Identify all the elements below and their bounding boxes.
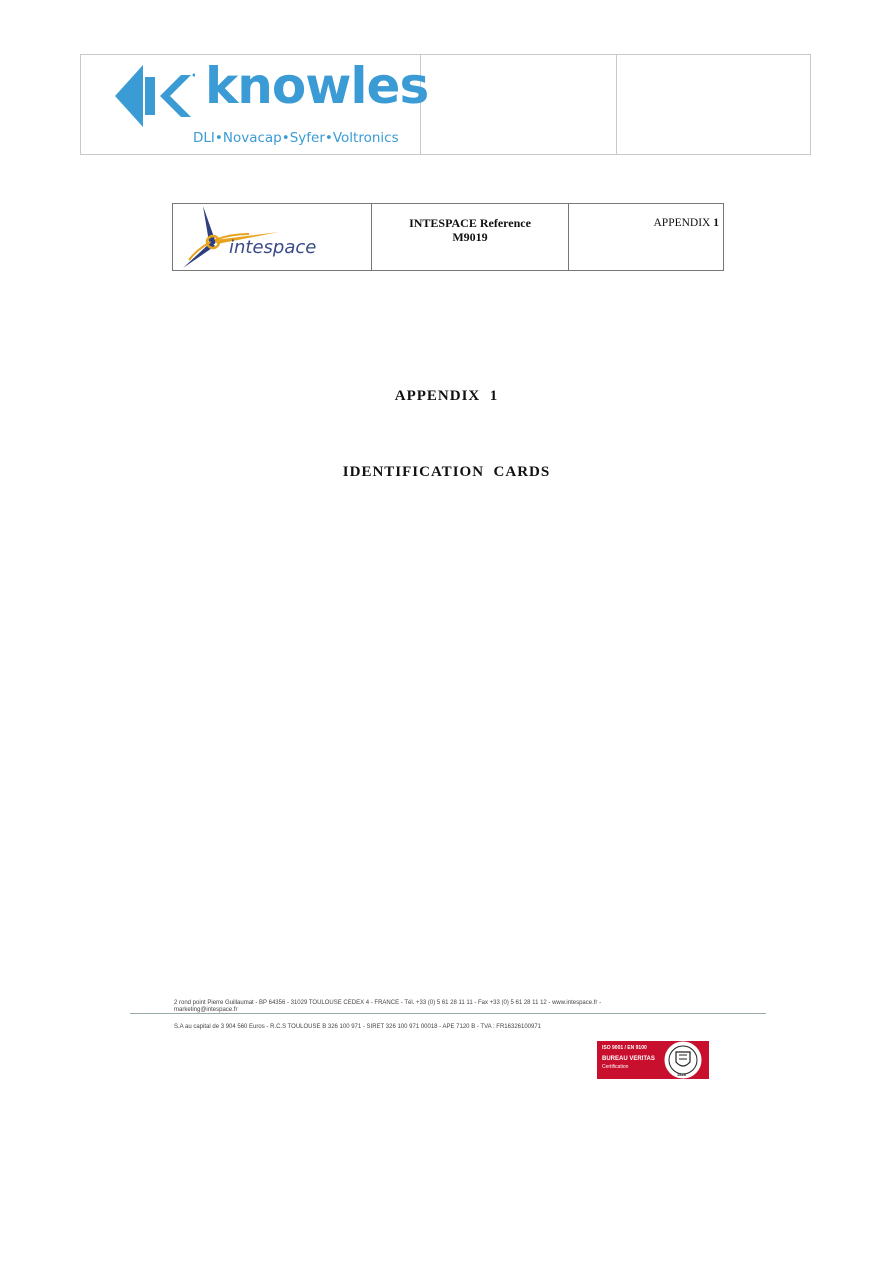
footer-email: marketing@intespace.fr <box>174 1007 238 1013</box>
appendix-header-number: 1 <box>713 217 719 229</box>
footer-address: 2 rond point Pierre Guillaumat - BP 64356 - 31029 TOULOUSE CEDEX 4 - FRANCE - Tél. +33 (0) 5 61 28 11 11 - Fax +33 (0) 5 61 28 11 12 - www.intespace.fr - <box>174 1000 602 1006</box>
bv-standard: ISO 9001 / EN 9100 <box>602 1045 647 1051</box>
appendix-header-word: APPENDIX <box>653 217 711 229</box>
knowles-header-table <box>80 54 811 155</box>
knowles-chevron-icon <box>115 65 195 127</box>
intespace-reference-cell <box>372 204 569 270</box>
knowles-tagline: DLI•Novacap•Syfer•Voltronics <box>193 130 399 146</box>
page-subtitle: IDENTIFICATION CARDS <box>342 464 551 480</box>
bv-type: Certification <box>602 1064 629 1070</box>
bureau-veritas-badge <box>597 1041 709 1079</box>
intespace-appendix-cell <box>569 204 723 270</box>
knowles-logo-cell <box>81 55 429 154</box>
intespace-reference <box>372 216 568 244</box>
bv-body: BUREAU VERITAS <box>602 1056 655 1062</box>
page-title: APPENDIX 1 <box>394 388 499 404</box>
bv-year: 1828 <box>677 1072 686 1077</box>
intespace-logo-word: intespace <box>229 237 317 258</box>
footer-company: S.A au capital de 3 904 560 Euros - R.C.S TOULOUSE B 326 100 971 - SIRET 326 100 971 00018 - APE 7120 B - TVA : FR16326100971 <box>174 1024 542 1030</box>
knowles-header-empty-cell-2 <box>617 55 810 154</box>
footer-divider <box>130 1013 766 1014</box>
appendix-header-label <box>654 217 720 229</box>
knowles-header-empty-cell-1 <box>421 55 617 154</box>
intespace-header-table <box>172 203 724 271</box>
knowles-logo-word: knowles <box>205 57 429 115</box>
reference-line-2: M9019 <box>452 230 488 244</box>
reference-line-1: INTESPACE Reference <box>409 216 531 230</box>
intespace-logo-cell <box>173 204 372 270</box>
